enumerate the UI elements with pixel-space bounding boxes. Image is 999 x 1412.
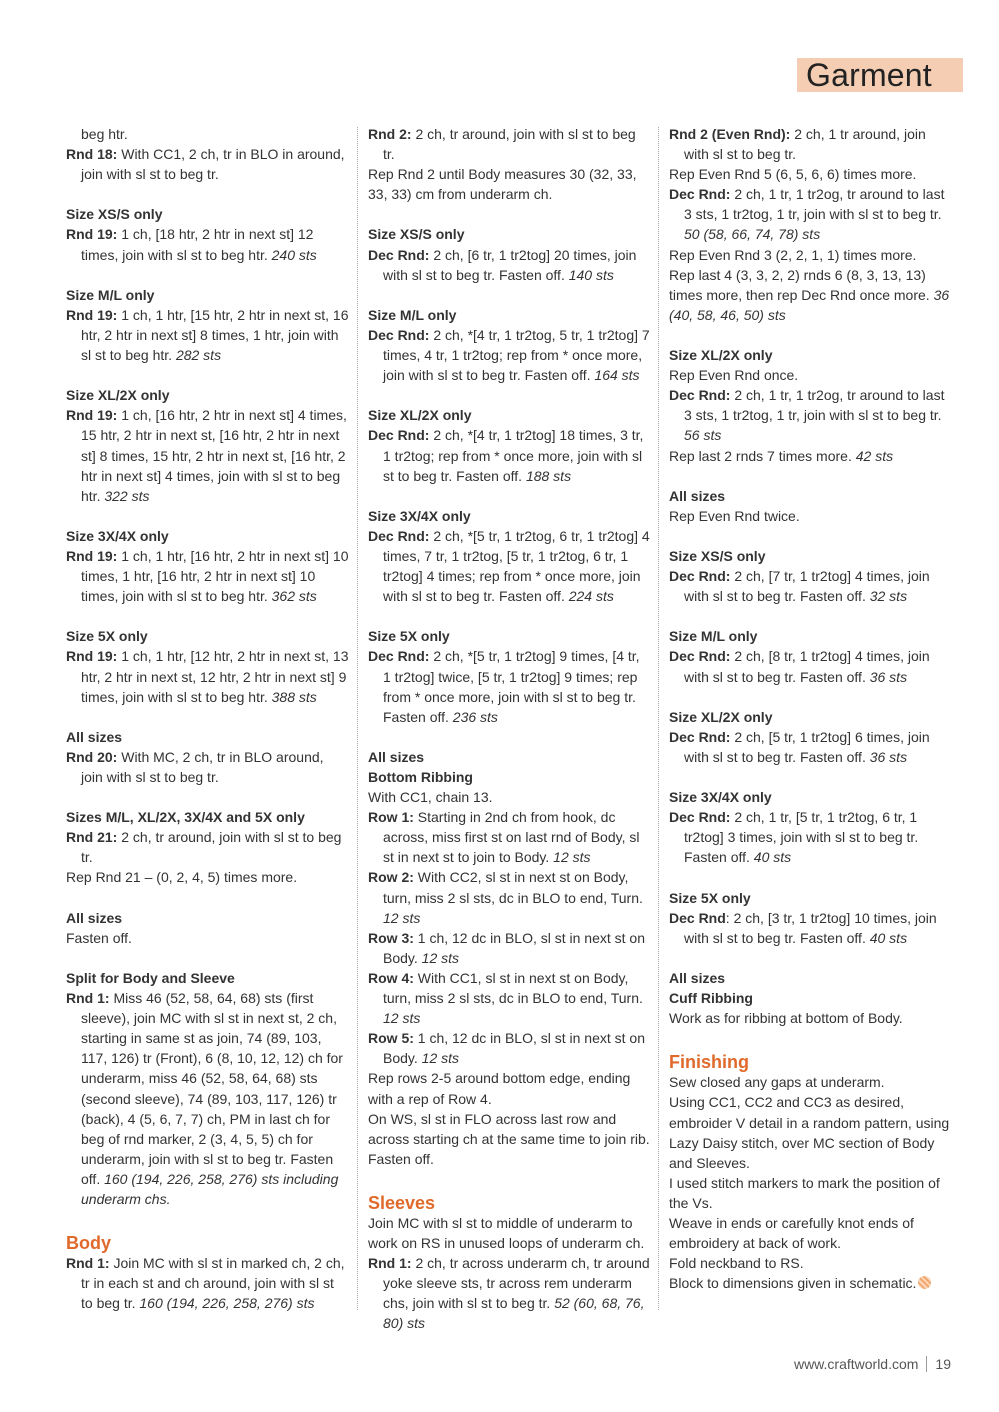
subheading: [368, 405, 651, 425]
instruction-line: [669, 646, 952, 686]
text: Miss 46 (52, 58, 64, 68) sts (first sleeve), join MC with sl st in next st, 2 ch, starting in same st as join, 74 (89, 103, 117, 126) tr (Front), 6 (8, 10, 12, 12) ch for underarm, miss 46 (52, 58, 64, 68) sts (second sleeve), 74 (89, 103, 117, 126) tr (back), 4 (5, 6, 7, 7) ch, PM in last ch for beg of rnd marker, 2 (3, 4, 5, 5) ch for underarm, join with sl st to beg tr. Fasten off.: [81, 990, 343, 1187]
subheading: [368, 747, 651, 767]
text: 2 ch, tr around, join with sl st to beg tr.: [81, 829, 342, 866]
subheading: [669, 988, 952, 1008]
text: I used stitch markers to mark the position of the Vs.: [669, 1174, 940, 1211]
row-label: Rnd 1:: [66, 1255, 110, 1272]
stitch-count: 362 sts: [271, 588, 317, 605]
instruction-line: [66, 988, 349, 1209]
section-heading: [368, 1193, 651, 1213]
text: Size M/L only: [368, 306, 457, 323]
text: Sew closed any gaps at underarm.: [669, 1074, 885, 1091]
instruction-line: [669, 1092, 952, 1172]
instruction-line: [669, 265, 952, 325]
stitch-count: 12 sts: [421, 1050, 460, 1067]
instruction-line: [66, 747, 349, 787]
row-label: Row 3:: [368, 929, 414, 946]
footer-separator: [926, 1356, 927, 1372]
subheading: [669, 626, 952, 646]
text: All sizes: [66, 728, 123, 745]
row-label: Dec Rnd:: [368, 246, 430, 263]
instruction-line: [669, 385, 952, 445]
text: With MC, 2 ch, tr in BLO around, join with sl st to beg tr.: [81, 748, 324, 785]
text: 1 ch, 1 htr, [16 htr, 2 htr in next st] 10 times, 1 htr, [16 htr, 2 htr in next st] 10 times, join with sl st to beg htr.: [81, 547, 349, 605]
instruction-line: [66, 144, 349, 184]
yarn-ball-icon: [918, 1276, 931, 1289]
spacer: [368, 285, 651, 305]
column-divider: [658, 127, 659, 1310]
stitch-count: 164 sts: [594, 367, 640, 384]
row-label: Dec Rnd:: [669, 186, 731, 203]
text: 2 ch, *[4 tr, 1 tr2tog] 18 times, 3 tr, 1 tr2tog; rep from * once more, join with sl st to beg tr. Fasten off.: [383, 427, 644, 484]
text: Bottom Ribbing: [368, 769, 473, 785]
row-label: Row 2:: [368, 869, 414, 886]
text: Work as for ribbing at bottom of Body.: [669, 1010, 903, 1027]
spacer: [368, 385, 651, 405]
instruction-line: [669, 1253, 952, 1273]
text: With CC2, sl st in next st on Body, turn, miss 2 sl sts, dc in BLO to end, Turn.: [383, 869, 643, 906]
stitch-count: 50 (58, 66, 74, 78) sts: [684, 226, 821, 243]
spacer: [66, 506, 349, 526]
spacer: [669, 1028, 952, 1048]
row-label: Rnd 2:: [368, 126, 412, 142]
subheading: [66, 285, 349, 305]
instruction-line: [669, 807, 952, 867]
spacer: [669, 767, 952, 787]
subheading: [669, 345, 952, 365]
text: 2 ch, tr across underarm ch, tr around yoke sleeve sts, tr across rem underarm chs, join with sl st to beg tr.: [383, 1255, 650, 1312]
section-tab: Garment: [797, 58, 963, 92]
row-label: Dec Rnd:: [368, 427, 430, 444]
instruction-line: [669, 1273, 952, 1293]
instruction-line: [368, 526, 651, 606]
stitch-count: 160 (194, 226, 258, 276) sts: [139, 1295, 315, 1312]
instruction-line: [66, 867, 349, 887]
text: Sizes M/L, XL/2X, 3X/4X and 5X only: [66, 809, 305, 826]
text: 1 ch, [16 htr, 2 htr in next st] 4 times, 15 htr, 2 htr in next st, [16 htr, 2 htr in next st] 8 times, 15 htr, 2 htr in next st, [16 htr, 2 htr in next st] 4 times, join with sl st to beg htr.: [81, 407, 347, 504]
instruction-line: [66, 928, 349, 948]
spacer: [669, 466, 952, 486]
text: 2 ch, 1 tr, [5 tr, 1 tr2tog, 6 tr, 1 tr2tog] 3 times, join with sl st to beg tr. Fasten off.: [684, 809, 919, 866]
stitch-count: 12 sts: [421, 949, 460, 966]
text: Size XS/S only: [368, 226, 465, 243]
text: Size XL/2X only: [669, 708, 773, 725]
text: All sizes: [669, 969, 726, 986]
stitch-count: 40 sts: [753, 849, 792, 866]
text: 1 ch, 12 dc in BLO, sl st in next st on Body.: [383, 1030, 646, 1067]
text: Size 3X/4X only: [669, 789, 772, 806]
instruction-line: [368, 425, 651, 485]
text: Rep Even Rnd 5 (6, 5, 6, 6) times more.: [669, 166, 917, 183]
text: Size 3X/4X only: [368, 507, 471, 524]
text: Rep Rnd 2 until Body measures 30 (32, 33, 33, 33) cm from underarm ch.: [368, 166, 637, 203]
spacer: [669, 606, 952, 626]
text: Split for Body and Sleeve: [66, 969, 235, 986]
text: Size M/L only: [66, 286, 155, 303]
row-label: Dec Rnd:: [368, 648, 430, 665]
footer-url: www.craftworld.com: [793, 1356, 919, 1372]
subheading: [368, 767, 651, 787]
stitch-count: 52 (60, 68, 76, 80) sts: [383, 1295, 645, 1332]
subheading: [66, 807, 349, 827]
row-label: Dec Rnd:: [669, 809, 731, 826]
instruction-line: [669, 446, 952, 466]
subheading: [66, 968, 349, 988]
row-label: Rnd 18:: [66, 146, 118, 163]
instruction-line: [66, 1253, 349, 1313]
text: 2 ch, [7 tr, 1 tr2tog] 4 times, join with sl st to beg tr. Fasten off.: [684, 568, 930, 605]
text: Rep rows 2-5 around bottom edge, ending with a rep of Row 4.: [368, 1070, 631, 1107]
text: On WS, sl st in FLO across last row and across starting ch at the same time to join rib. Fasten off.: [368, 1110, 650, 1167]
text: Size XL/2X only: [66, 387, 170, 404]
spacer: [66, 265, 349, 285]
instruction-line: [368, 646, 651, 726]
text: : 2 ch, [3 tr, 1 tr2tog] 10 times, join with sl st to beg tr. Fasten off.: [684, 909, 937, 946]
instruction-line: [669, 727, 952, 767]
stitch-count: 140 sts: [568, 266, 614, 283]
instruction-line: [669, 1072, 952, 1092]
subheading: [669, 486, 952, 506]
row-label: Rnd 1:: [66, 990, 110, 1007]
text: Rep Even Rnd twice.: [669, 507, 800, 524]
spacer: [669, 867, 952, 887]
instruction-line: [368, 787, 651, 807]
spacer: [66, 1209, 349, 1229]
stitch-count: 160 (194, 226, 258, 276) sts including underarm chs.: [81, 1170, 339, 1207]
stitch-count: 236 sts: [452, 708, 498, 725]
row-label: Rnd 19:: [66, 648, 118, 665]
text: Rep last 4 (3, 3, 2, 2) rnds 6 (8, 3, 13, 13) times more, then rep Dec Rnd once more.: [669, 266, 934, 303]
row-label: Row 5:: [368, 1030, 414, 1047]
subheading: [368, 506, 651, 526]
text: Size XL/2X only: [669, 347, 773, 364]
row-label: Dec Rnd:: [669, 387, 731, 404]
stitch-count: 12 sts: [383, 909, 421, 926]
instruction-line: [368, 245, 651, 285]
instruction-line: [368, 867, 651, 927]
instruction-line: [368, 1253, 651, 1333]
instruction-line: [66, 224, 349, 264]
subheading: [368, 305, 651, 325]
row-label: Rnd 19:: [66, 226, 118, 243]
subheading: [669, 968, 952, 988]
instruction-line: [368, 1109, 651, 1169]
instruction-line: [669, 506, 952, 526]
middle-column: [368, 124, 651, 1334]
row-label: Row 4:: [368, 969, 414, 986]
spacer: [66, 707, 349, 727]
text: Size XS/S only: [66, 206, 163, 223]
text: Rep Even Rnd once.: [669, 367, 799, 384]
text: 2 ch, *[4 tr, 1 tr2tog, 5 tr, 1 tr2tog] 7 times, 4 tr, 1 tr2tog; rep from * once more, join with sl st to beg tr. Fasten off.: [383, 326, 650, 384]
text: Size M/L only: [669, 628, 758, 645]
text: 1 ch, 1 htr, [15 htr, 2 htr in next st, 16 htr, 2 htr in next st] 8 times, 1 htr, join with sl st to beg htr.: [81, 306, 349, 364]
row-label: Dec Rnd:: [669, 648, 731, 665]
section-heading: [66, 1233, 349, 1253]
spacer: [66, 184, 349, 204]
stitch-count: 388 sts: [271, 688, 317, 705]
stitch-count: 36 sts: [869, 668, 908, 685]
stitch-count: 188 sts: [525, 467, 572, 484]
instruction-line: [669, 365, 952, 385]
subheading: [66, 626, 349, 646]
spacer: [66, 888, 349, 908]
stitch-count: 12 sts: [553, 849, 591, 866]
row-label: Rnd 19:: [66, 547, 118, 564]
row-label: Rnd 1:: [368, 1255, 412, 1272]
instruction-line: [669, 1173, 952, 1213]
stitch-count: 56 sts: [684, 427, 722, 444]
text: Rep Even Rnd 3 (2, 2, 1, 1) times more.: [669, 246, 917, 263]
text: Finishing: [669, 1052, 749, 1073]
instruction-line: [66, 124, 349, 144]
text: 1 ch, 1 htr, [12 htr, 2 htr in next st, 13 htr, 2 htr in next st, 12 htr, 2 htr in next st] 9 times, join with sl st to beg htr.: [81, 648, 349, 705]
instruction-line: [669, 124, 952, 164]
instruction-line: [669, 566, 952, 606]
subheading: [66, 908, 349, 928]
instruction-line: [368, 807, 651, 867]
row-label: Dec Rnd:: [368, 527, 430, 544]
text: Size XS/S only: [669, 547, 766, 564]
instruction-line: [368, 928, 651, 968]
instruction-line: [66, 405, 349, 505]
stitch-count: 36 sts: [869, 748, 908, 765]
instruction-line: [66, 827, 349, 867]
section-heading: [669, 1052, 952, 1072]
instruction-line: [368, 1068, 651, 1108]
left-column: [66, 124, 349, 1313]
spacer: [669, 687, 952, 707]
instruction-line: [669, 1008, 952, 1028]
text: Rep last 2 rnds 7 times more.: [669, 447, 856, 464]
text: With CC1, 2 ch, tr in BLO in around, join with sl st to beg tr.: [81, 146, 345, 183]
instruction-line: [669, 908, 952, 948]
text: Weave in ends or carefully knot ends of embroidery at back of work.: [669, 1214, 914, 1252]
spacer: [66, 365, 349, 385]
subheading: [669, 707, 952, 727]
spacer: [669, 948, 952, 968]
text: 2 ch, *[5 tr, 1 tr2tog] 9 times, [4 tr, 1 tr2tog] twice, [5 tr, 1 tr2tog] 9 times; rep from * once more, join with sl st to beg tr. Fasten off.: [383, 648, 640, 725]
text: 2 ch, 1 tr around, join with sl st to beg tr.: [684, 126, 926, 163]
text: Join MC with sl st in marked ch, 2 ch, tr in each st and ch around, join with sl st to beg tr.: [81, 1255, 345, 1312]
text: Size 5X only: [669, 889, 751, 906]
instruction-line: [669, 164, 952, 184]
text: Rep Rnd 21 – (0, 2, 4, 5) times more.: [66, 869, 298, 886]
row-label: Dec Rnd:: [669, 568, 731, 585]
subheading: [669, 546, 952, 566]
spacer: [669, 325, 952, 345]
stitch-count: 282 sts: [175, 347, 222, 364]
instruction-line: [368, 164, 651, 204]
text: All sizes: [669, 487, 726, 504]
stitch-count: 42 sts: [855, 447, 894, 464]
text: 2 ch, [8 tr, 1 tr2tog] 4 times, join with sl st to beg tr. Fasten off.: [684, 648, 930, 685]
text: Starting in 2nd ch from hook, dc across, miss first st on last rnd of Body, sl st in next st to join to Body.: [383, 809, 640, 866]
text: 1 ch, 12 dc in BLO, sl st in next st on Body.: [383, 929, 646, 966]
row-label: Rnd 19:: [66, 306, 118, 323]
instruction-line: [669, 184, 952, 244]
instruction-line: [368, 1028, 651, 1068]
text: Block to dimensions given in schematic.: [669, 1275, 917, 1292]
stitch-count: 40 sts: [869, 929, 908, 946]
row-label: Rnd 21:: [66, 829, 118, 846]
instruction-line: [66, 646, 349, 706]
spacer: [368, 1169, 651, 1189]
row-label: Rnd 2 (Even Rnd):: [669, 126, 791, 142]
instruction-line: [368, 325, 651, 385]
subheading: [669, 787, 952, 807]
instruction-line: [669, 245, 952, 265]
row-label: Dec Rnd: [669, 909, 726, 926]
spacer: [368, 606, 651, 626]
text: 2 ch, [6 tr, 1 tr2tog] 20 times, join with sl st to beg tr. Fasten off.: [383, 246, 637, 283]
text: 2 ch, tr around, join with sl st to beg tr.: [383, 126, 636, 163]
text: 2 ch, 1 tr, 1 tr2og, tr around to last 3 sts, 1 tr2tog, 1 tr, join with sl st to beg tr.: [684, 186, 945, 223]
text: Size 3X/4X only: [66, 527, 169, 544]
subheading: [66, 526, 349, 546]
text: 2 ch, [5 tr, 1 tr2tog] 6 times, join with sl st to beg tr. Fasten off.: [684, 728, 930, 765]
text: Sleeves: [368, 1192, 436, 1213]
text: Size 5X only: [368, 628, 450, 645]
stitch-count: 32 sts: [869, 588, 908, 605]
text: Body: [66, 1233, 111, 1254]
spacer: [66, 606, 349, 626]
text: Using CC1, CC2 and CC3 as desired, embroider V detail in a random pattern, using Lazy Daisy stitch, over MC section of Body and Sleeves.: [669, 1094, 950, 1171]
instruction-line: [368, 124, 651, 164]
page-number: 19: [935, 1356, 951, 1372]
subheading: [368, 224, 651, 244]
row-label: Dec Rnd:: [368, 326, 430, 343]
row-label: Row 1:: [368, 809, 414, 826]
spacer: [368, 486, 651, 506]
text: Cuff Ribbing: [669, 990, 753, 1007]
row-label: Rnd 19:: [66, 407, 118, 424]
subheading: [66, 204, 349, 224]
row-label: Rnd 20:: [66, 748, 118, 765]
text: Size 5X only: [66, 628, 148, 645]
subheading: [66, 385, 349, 405]
page-footer: [794, 1356, 951, 1372]
column-divider: [357, 127, 358, 1310]
stitch-count: 36 (40, 58, 46, 50) sts: [669, 286, 950, 323]
text: With CC1, sl st in next st on Body, turn, miss 2 sl sts, dc in BLO to end, Turn.: [383, 969, 643, 1007]
text: Join MC with sl st to middle of underarm to work on RS in unused loops of underarm ch.: [368, 1214, 645, 1252]
subheading: [66, 727, 349, 747]
stitch-count: 240 sts: [271, 246, 317, 263]
spacer: [368, 727, 651, 747]
row-label: Dec Rnd:: [669, 728, 731, 745]
text: 1 ch, [18 htr, 2 htr in next st] 12 times, join with sl st to beg htr.: [81, 226, 314, 263]
spacer: [669, 526, 952, 546]
text: Fold neckband to RS.: [669, 1255, 804, 1272]
spacer: [368, 204, 651, 224]
instruction-line: [66, 546, 349, 606]
stitch-count: 224 sts: [568, 588, 614, 605]
stitch-count: 322 sts: [104, 487, 150, 504]
instruction-line: [368, 1213, 651, 1253]
spacer: [66, 948, 349, 968]
stitch-count: 12 sts: [383, 1010, 421, 1027]
text: 2 ch, 1 tr, 1 tr2og, tr around to last 3 sts, 1 tr2tog, 1 tr, join with sl st to beg tr.: [684, 387, 945, 424]
instruction-line: [669, 1213, 952, 1253]
right-column: [669, 124, 952, 1293]
text: All sizes: [66, 909, 123, 926]
text: Fasten off.: [66, 929, 132, 946]
text: With CC1, chain 13.: [368, 789, 493, 806]
text: Size XL/2X only: [368, 407, 472, 424]
text: beg htr.: [81, 126, 128, 142]
subheading: [669, 888, 952, 908]
subheading: [368, 626, 651, 646]
instruction-line: [368, 968, 651, 1028]
instruction-line: [66, 305, 349, 365]
text: 2 ch, *[5 tr, 1 tr2tog, 6 tr, 1 tr2tog] 4 times, 7 tr, 1 tr2tog, [5 tr, 1 tr2tog, 6 tr, 1 tr2tog] 4 times; rep from * once more, join with sl st to beg tr. Fasten off.: [383, 527, 650, 605]
text: All sizes: [368, 748, 425, 765]
spacer: [66, 787, 349, 807]
